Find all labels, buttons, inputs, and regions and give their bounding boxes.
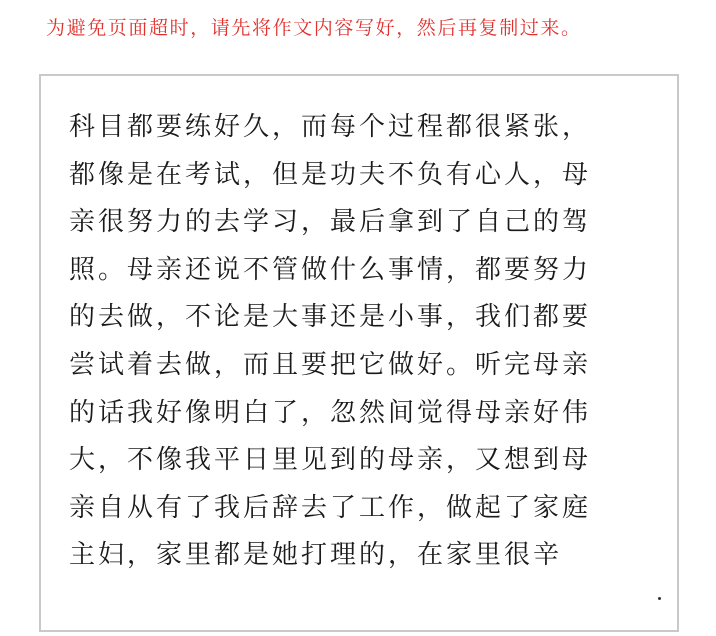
essay-textarea[interactable] bbox=[39, 74, 679, 632]
essay-line: 的去做，不论是大事还是小事，我们都要 bbox=[69, 302, 592, 333]
resize-handle-icon[interactable] bbox=[658, 597, 661, 600]
essay-line: 亲自从有了我后辞去了工作，做起了家庭 bbox=[69, 492, 592, 523]
essay-line: 尝试着去做，而且要把它做好。听完母亲 bbox=[69, 349, 592, 380]
essay-line: 大，不像我平日里见到的母亲，又想到母 bbox=[69, 445, 592, 476]
essay-line: 的话我好像明白了，忽然间觉得母亲好伟 bbox=[69, 397, 592, 428]
essay-line: 照。母亲还说不管做什么事情，都要努力 bbox=[69, 254, 592, 285]
essay-content[interactable] bbox=[69, 104, 659, 580]
notice-text: 为避免页面超时，请先将作文内容写好，然后再复制过来。 bbox=[46, 17, 582, 39]
essay-line: 主妇，家里都是她打理的，在家里很辛 bbox=[69, 540, 563, 571]
essay-line: 亲很努力的去学习，最后拿到了自己的驾 bbox=[69, 207, 592, 238]
essay-line: 科目都要练好久，而每个过程都很紧张， bbox=[69, 112, 592, 142]
essay-line: 都像是在考试，但是功夫不负有心人，母 bbox=[69, 159, 592, 190]
